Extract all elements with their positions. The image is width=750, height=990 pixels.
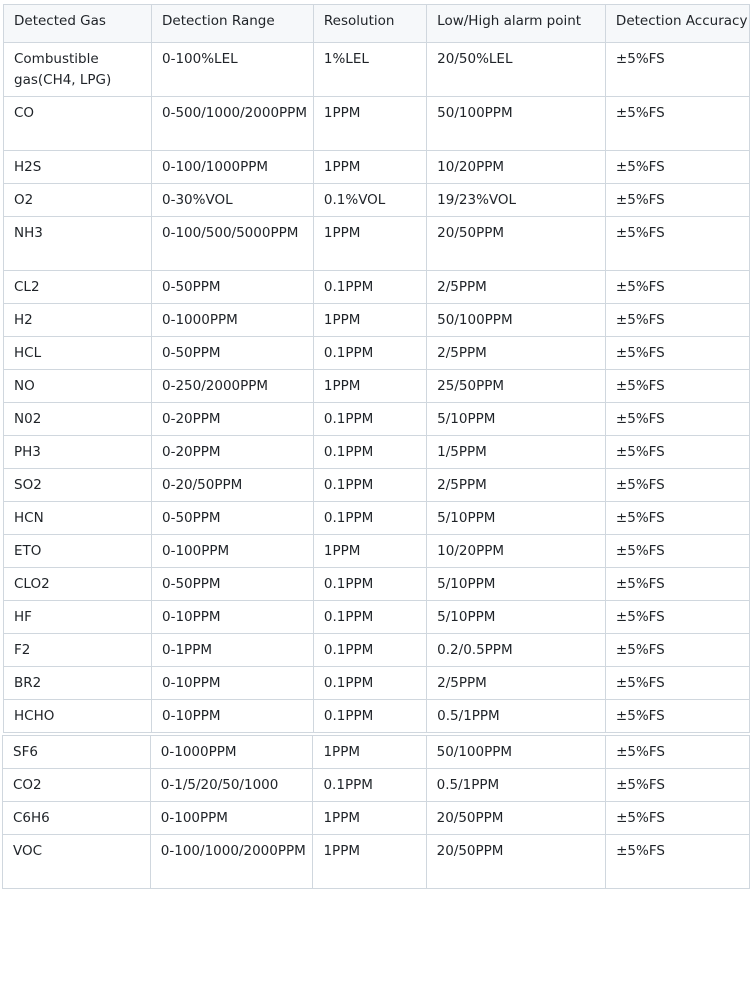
table-row: [4, 43, 750, 97]
table-cell: HCN: [4, 502, 152, 535]
table-cell: 0-50PPM: [152, 502, 314, 535]
table-cell: 0-100PPM: [150, 802, 313, 835]
table-cell: ±5%FS: [605, 568, 749, 601]
table-cell: 2/5PPM: [427, 271, 606, 304]
table-row: [4, 502, 750, 535]
table-cell: ±5%FS: [605, 601, 749, 634]
table-cell: 1PPM: [313, 802, 426, 835]
table-cell: 5/10PPM: [427, 568, 606, 601]
table-row: [4, 535, 750, 568]
table-cell: 0.1PPM: [313, 271, 426, 304]
table-cell: 0-100/500/5000PPM: [152, 217, 314, 271]
table-cell: CL2: [4, 271, 152, 304]
table-cell: ±5%FS: [606, 736, 750, 769]
table-cell: 2/5PPM: [427, 337, 606, 370]
table-cell: 25/50PPM: [427, 370, 606, 403]
table-cell: 0-100/1000PPM: [152, 151, 314, 184]
table-cell: 1%LEL: [313, 43, 426, 97]
table-cell: ±5%FS: [605, 667, 749, 700]
table-cell: 0-1000PPM: [150, 736, 313, 769]
table-cell: 0-1/5/20/50/1000: [150, 769, 313, 802]
table-cell: SF6: [3, 736, 151, 769]
table-cell: 0.1PPM: [313, 469, 426, 502]
table-cell: ±5%FS: [605, 370, 749, 403]
table-cell: 5/10PPM: [427, 601, 606, 634]
table-row: [4, 304, 750, 337]
table-row: [4, 568, 750, 601]
table-cell: ±5%FS: [606, 769, 750, 802]
table-cell: ±5%FS: [605, 304, 749, 337]
table-cell: ±5%FS: [605, 403, 749, 436]
table-cell: ETO: [4, 535, 152, 568]
table-cell: CO2: [3, 769, 151, 802]
table-cell: N02: [4, 403, 152, 436]
table-row: [4, 271, 750, 304]
table-cell: 0-1PPM: [152, 634, 314, 667]
gas-spec-table-continued: [2, 735, 750, 889]
table-row: [3, 736, 750, 769]
table-cell: ±5%FS: [605, 43, 749, 97]
table-cell: ±5%FS: [605, 97, 749, 151]
table-row: [4, 634, 750, 667]
gas-spec-table: [3, 4, 750, 733]
table-cell: 20/50PPM: [426, 835, 606, 889]
table-cell: 0.1PPM: [313, 337, 426, 370]
table-row: [4, 667, 750, 700]
table-row: [4, 217, 750, 271]
table-cell: NH3: [4, 217, 152, 271]
table-cell: ±5%FS: [605, 502, 749, 535]
table-cell: H2: [4, 304, 152, 337]
header-detection-range: Detection Range: [152, 5, 314, 43]
table-cell: 0-20/50PPM: [152, 469, 314, 502]
table-cell: 0.1PPM: [313, 502, 426, 535]
table-cell: 1PPM: [313, 535, 426, 568]
table-cell: CO: [4, 97, 152, 151]
table-cell: ±5%FS: [605, 271, 749, 304]
table-cell: HCHO: [4, 700, 152, 733]
table-cell: 0-20PPM: [152, 436, 314, 469]
table-cell: 0-50PPM: [152, 568, 314, 601]
table-row: [4, 436, 750, 469]
table-cell: CLO2: [4, 568, 152, 601]
table-cell: 20/50PPM: [427, 217, 606, 271]
table-cell: 20/50PPM: [426, 802, 606, 835]
table-cell: 50/100PPM: [427, 97, 606, 151]
table-cell: 10/20PPM: [427, 151, 606, 184]
table-cell: 0.1PPM: [313, 700, 426, 733]
table-cell: 1/5PPM: [427, 436, 606, 469]
table-cell: 0.5/1PPM: [427, 700, 606, 733]
table-cell: ±5%FS: [605, 151, 749, 184]
table-cell: 0.1PPM: [313, 634, 426, 667]
table-cell: 50/100PPM: [427, 304, 606, 337]
table-cell: ±5%FS: [605, 217, 749, 271]
table-cell: 2/5PPM: [427, 469, 606, 502]
table-cell: VOC: [3, 835, 151, 889]
table-cell: 0.1PPM: [313, 403, 426, 436]
table-row: [4, 97, 750, 151]
table-row: [3, 769, 750, 802]
header-resolution: Resolution: [313, 5, 426, 43]
table-cell: ±5%FS: [605, 469, 749, 502]
table-cell: ±5%FS: [605, 700, 749, 733]
table-cell: 0-250/2000PPM: [152, 370, 314, 403]
table-cell: 1PPM: [313, 736, 426, 769]
table-cell: BR2: [4, 667, 152, 700]
header-alarm-point: Low/High alarm point: [427, 5, 606, 43]
table-cell: 50/100PPM: [426, 736, 606, 769]
table-cell: ±5%FS: [605, 436, 749, 469]
table-row: [4, 700, 750, 733]
table-cell: 0.1PPM: [313, 601, 426, 634]
table-cell: 1PPM: [313, 835, 426, 889]
table-row: [3, 802, 750, 835]
table-cell: 0-10PPM: [152, 667, 314, 700]
table-row: [3, 835, 750, 889]
table-cell: 0.1PPM: [313, 667, 426, 700]
table-cell: ±5%FS: [605, 184, 749, 217]
table-cell: 0-10PPM: [152, 601, 314, 634]
table-cell: 0.1PPM: [313, 568, 426, 601]
table-cell: 0.1PPM: [313, 769, 426, 802]
table-cell: ±5%FS: [606, 802, 750, 835]
table-cell: 1PPM: [313, 304, 426, 337]
table-cell: ±5%FS: [605, 535, 749, 568]
table-cell: 0.1%VOL: [313, 184, 426, 217]
table-cell: 20/50%LEL: [427, 43, 606, 97]
table-cell: 5/10PPM: [427, 403, 606, 436]
table-cell: 1PPM: [313, 370, 426, 403]
table-row: [4, 469, 750, 502]
table-cell: 0-100PPM: [152, 535, 314, 568]
table-cell: HF: [4, 601, 152, 634]
table-cell: SO2: [4, 469, 152, 502]
table-cell: F2: [4, 634, 152, 667]
table-cell: H2S: [4, 151, 152, 184]
table-cell: 0.1PPM: [313, 436, 426, 469]
table-cell: 1PPM: [313, 217, 426, 271]
table-row: [4, 403, 750, 436]
table-cell: C6H6: [3, 802, 151, 835]
table-row: [4, 601, 750, 634]
table-row: [4, 151, 750, 184]
table-header-row: [4, 5, 750, 43]
table-cell: 0-10PPM: [152, 700, 314, 733]
table-cell: NO: [4, 370, 152, 403]
header-detected-gas: Detected Gas: [4, 5, 152, 43]
table-cell: HCL: [4, 337, 152, 370]
table-cell: 0-50PPM: [152, 337, 314, 370]
table-cell: ±5%FS: [605, 337, 749, 370]
table-cell: 5/10PPM: [427, 502, 606, 535]
table-cell: 0-1000PPM: [152, 304, 314, 337]
table-cell: 0-100/1000/2000PPM: [150, 835, 313, 889]
table-cell: PH3: [4, 436, 152, 469]
table-cell: 2/5PPM: [427, 667, 606, 700]
table-cell: ±5%FS: [605, 634, 749, 667]
table-cell: 0.2/0.5PPM: [427, 634, 606, 667]
table-cell: Combustible gas(CH4, LPG): [4, 43, 152, 97]
table-cell: 10/20PPM: [427, 535, 606, 568]
table-row: [4, 370, 750, 403]
table-cell: 0.5/1PPM: [426, 769, 606, 802]
table-cell: 0-100%LEL: [152, 43, 314, 97]
table-cell: 0-500/1000/2000PPM: [152, 97, 314, 151]
table-cell: 19/23%VOL: [427, 184, 606, 217]
table-cell: 0-50PPM: [152, 271, 314, 304]
table-cell: 0-30%VOL: [152, 184, 314, 217]
table-row: [4, 184, 750, 217]
table-cell: 1PPM: [313, 97, 426, 151]
header-detection-accuracy: Detection Accuracy: [605, 5, 749, 43]
table-cell: O2: [4, 184, 152, 217]
table-row: [4, 337, 750, 370]
table-cell: 0-20PPM: [152, 403, 314, 436]
table-cell: 1PPM: [313, 151, 426, 184]
table-cell: ±5%FS: [606, 835, 750, 889]
